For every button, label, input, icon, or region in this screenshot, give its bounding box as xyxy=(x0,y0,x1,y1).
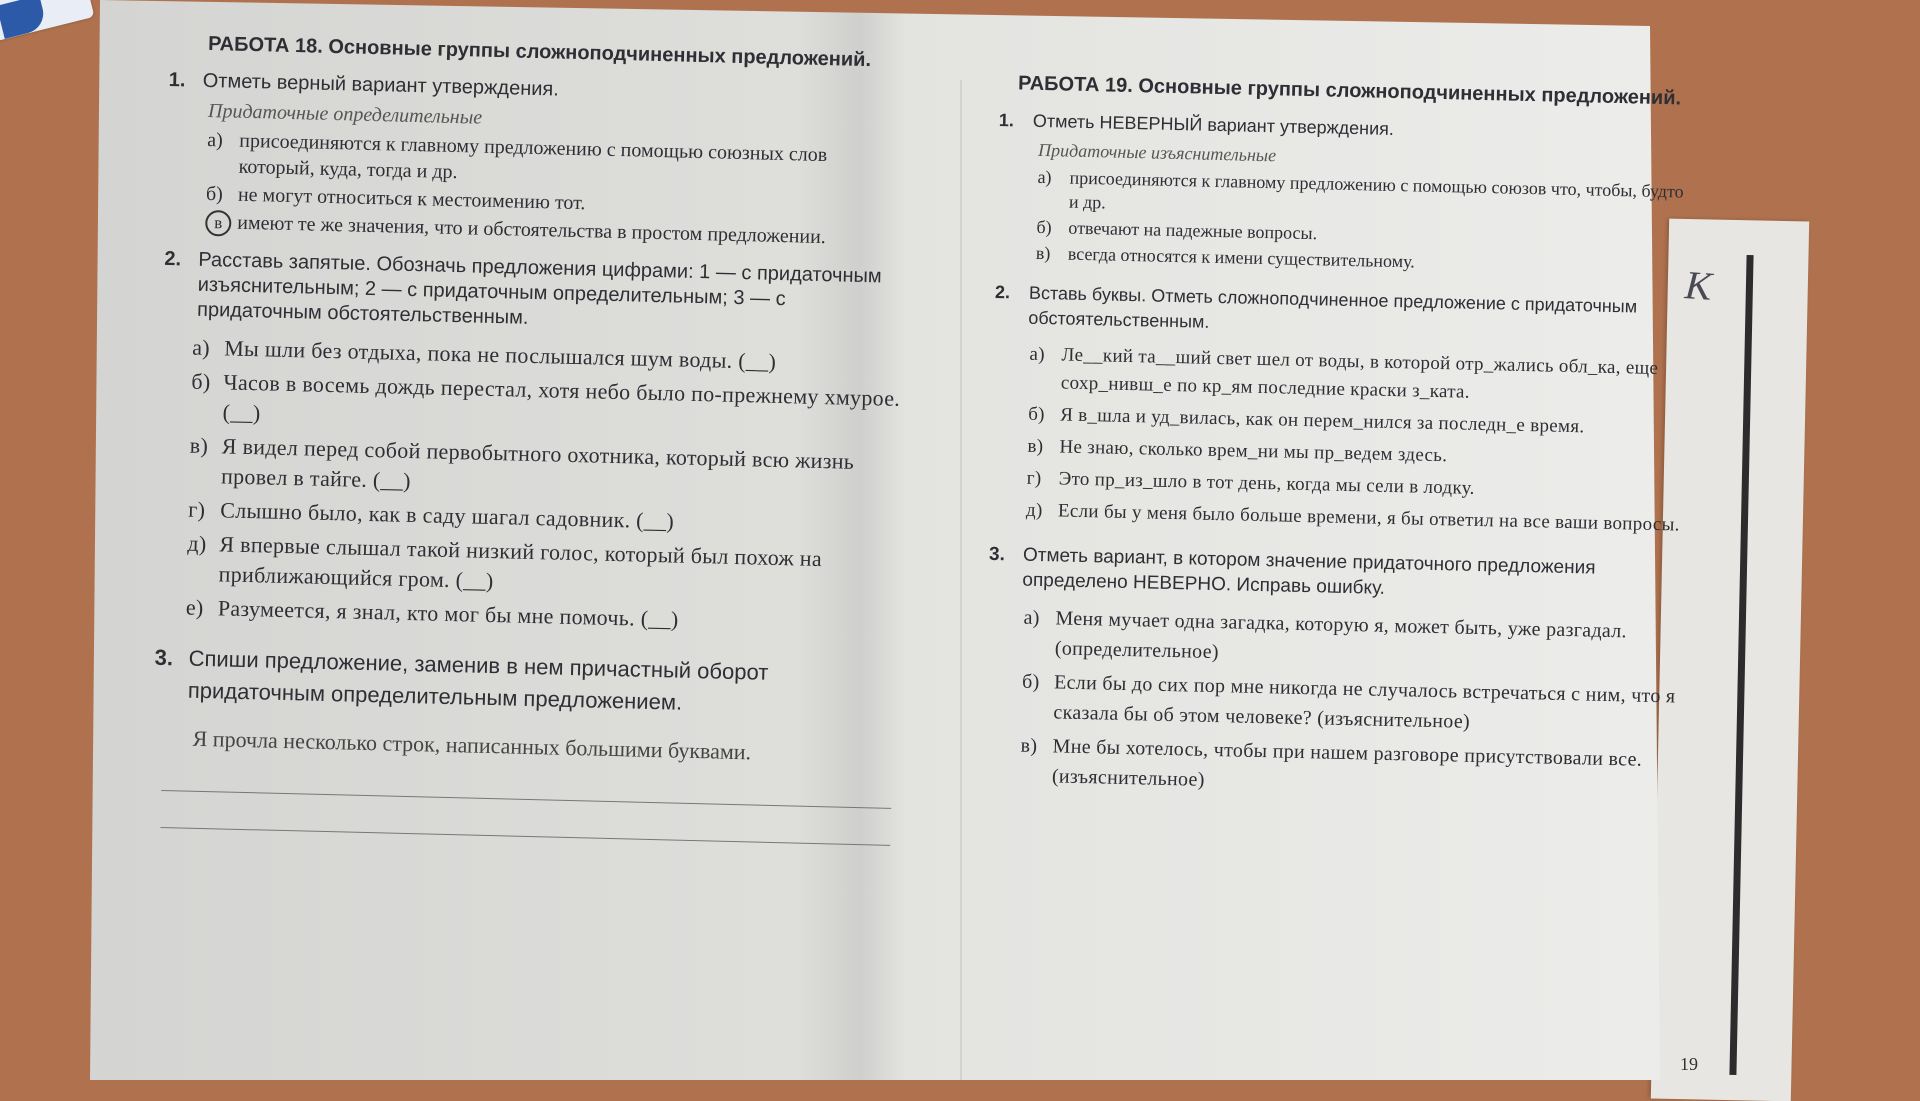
exercise-item[interactable] xyxy=(1021,667,1686,742)
item-letter: е) xyxy=(185,594,204,620)
task-lead: Придаточные определительные xyxy=(207,99,483,129)
item-text: Слышно было, как в саду шагал садовник. (__) xyxy=(219,497,675,534)
option-letter: в) xyxy=(1035,242,1051,264)
task-text: Расставь запятые. Обозначь предложения цифрами: 1 — с придаточным изъяснительным; 2 — с придаточным определительным; 3 — с придаточным обстоятельственным. xyxy=(196,248,882,329)
option-letter: б) xyxy=(205,182,224,206)
item-text: Если бы у меня было больше времени, я бы ответил на все ваши вопросы. xyxy=(1057,500,1680,536)
item-letter: в) xyxy=(1027,435,1044,458)
task-number: 1. xyxy=(168,68,186,92)
blue-tape-corner xyxy=(0,0,47,39)
exercise-item[interactable] xyxy=(1029,341,1694,412)
item-letter: б) xyxy=(1027,403,1046,426)
item-text: Не знаю, сколько врем_ни мы пр_ведем здесь. xyxy=(1059,436,1448,467)
task-text: Спиши предложение, заменив в нем причастный оборот придаточным определительным предложением. xyxy=(187,645,769,715)
right-task3-header xyxy=(988,542,1689,608)
item-letter: а) xyxy=(1029,343,1046,366)
task-text: Отметь НЕВЕРНЫЙ вариант утверждения. xyxy=(1032,110,1395,139)
item-text: Я в_шла и уд_вилась, как он перем_нился за последн_е время. xyxy=(1059,404,1585,438)
item-text: Если бы до сих пор мне никогда не случалось встречаться с ним, что я сказала бы об этом человеке? (изъяснительное) xyxy=(1053,671,1676,733)
task-number: 2. xyxy=(164,247,182,271)
item-text: Я впервые слышал такой низкий голос, который был похож на приближающийся гром. (__) xyxy=(218,531,823,594)
item-letter: а) xyxy=(1023,606,1040,630)
left-task2-header xyxy=(163,247,905,340)
right-task3-items xyxy=(1020,603,1688,806)
page-fold xyxy=(960,80,962,1080)
task-number: 3. xyxy=(988,543,1006,566)
item-letter: б) xyxy=(191,368,211,395)
task-number: 2. xyxy=(994,281,1011,303)
item-letter: а) xyxy=(191,334,211,361)
right-task1-options xyxy=(1036,165,1698,280)
right-page-title: РАБОТА 19. Основные группы сложноподчиненных предложений. xyxy=(1017,72,1682,110)
item-letter: д) xyxy=(187,530,207,557)
item-text: Я видел перед собой первобытного охотника, который всю жизнь провел в тайге. (__) xyxy=(220,433,855,494)
page-number: 19 xyxy=(1680,1054,1698,1074)
task-number: 1. xyxy=(998,109,1015,131)
handwritten-mark: К xyxy=(1683,262,1714,309)
exercise-item[interactable] xyxy=(1020,731,1685,806)
item-letter: г) xyxy=(1026,467,1042,490)
right-page xyxy=(984,70,1700,810)
option-text: отвечают на падежные вопросы. xyxy=(1068,217,1318,244)
option-text: имеют те же значения, что и обстоятельства в простом предложении. xyxy=(237,211,827,249)
task-text: Отметь верный вариант утверждения. xyxy=(202,69,560,101)
left-page-title: РАБОТА 18. Основные группы сложноподчиненных предложений. xyxy=(207,32,872,72)
option-text: не могут относиться к местоимению тот. xyxy=(237,183,586,215)
option-letter: а) xyxy=(1037,166,1052,188)
task-text: Отметь вариант, в котором значение придаточного предложения определено НЕВЕРНО. Исправь ошибку. xyxy=(1022,544,1596,599)
item-text: Мы шли без отдыха, пока не послышался шум воды. (__) xyxy=(223,335,777,374)
task-number: 3. xyxy=(154,644,174,671)
left-task2-items xyxy=(186,333,903,640)
left-task3-header xyxy=(153,642,894,724)
item-letter: в) xyxy=(1020,734,1038,758)
item-text: Разумеется, я знал, кто мог бы мне помочь. (__) xyxy=(217,595,679,632)
task-text: Вставь буквы. Отметь сложноподчиненное предложение с придаточным обстоятельственным. xyxy=(1028,282,1638,332)
item-letter: б) xyxy=(1021,670,1040,694)
item-letter: г) xyxy=(187,496,206,523)
left-task1-options xyxy=(205,127,907,253)
task-lead: Придаточные изъяснительные xyxy=(1037,139,1277,166)
item-text: Мне бы хотелось, чтобы при нашем разговоре присутствовали все. (изъяснительное) xyxy=(1051,735,1643,791)
option-letter xyxy=(205,209,232,237)
option-text: присоединяются к главному предложению с помощью союзов что, чтобы, будто и др. xyxy=(1068,167,1684,213)
option-text: всегда относятся к имени существительному. xyxy=(1067,243,1416,272)
item-text: Ле__кий та__ший свет шел от воды, в которой отр_жались обл_ка, еще сохр_нивш_е по кр_ям последние краски з_ката. xyxy=(1060,344,1659,403)
item-text: Это пр_из_шло в тот день, когда мы сели в лодку. xyxy=(1058,468,1475,499)
left-page xyxy=(151,30,910,846)
exercise-item[interactable] xyxy=(1023,603,1688,678)
item-text: Меня мучает одна загадка, которую я, может быть, уже разгадал. (определительное) xyxy=(1054,607,1628,664)
item-text: Часов в восемь дождь перестал, хотя небо было по-прежнему хмурое. (__) xyxy=(222,369,901,426)
option-text: присоединяются к главному предложению с помощью союзных слов который, куда, тогда и др. xyxy=(238,129,828,184)
item-letter: в) xyxy=(189,432,209,459)
option-letter: а) xyxy=(207,128,224,152)
item-letter: д) xyxy=(1025,499,1043,522)
right-task2-items xyxy=(1026,341,1694,540)
right-task2-header xyxy=(994,280,1695,346)
option-letter: б) xyxy=(1036,216,1052,238)
source-sentence: Я прочла несколько строк, написанных большими буквами. xyxy=(192,725,752,765)
selected-circle-mark: в xyxy=(205,210,232,237)
